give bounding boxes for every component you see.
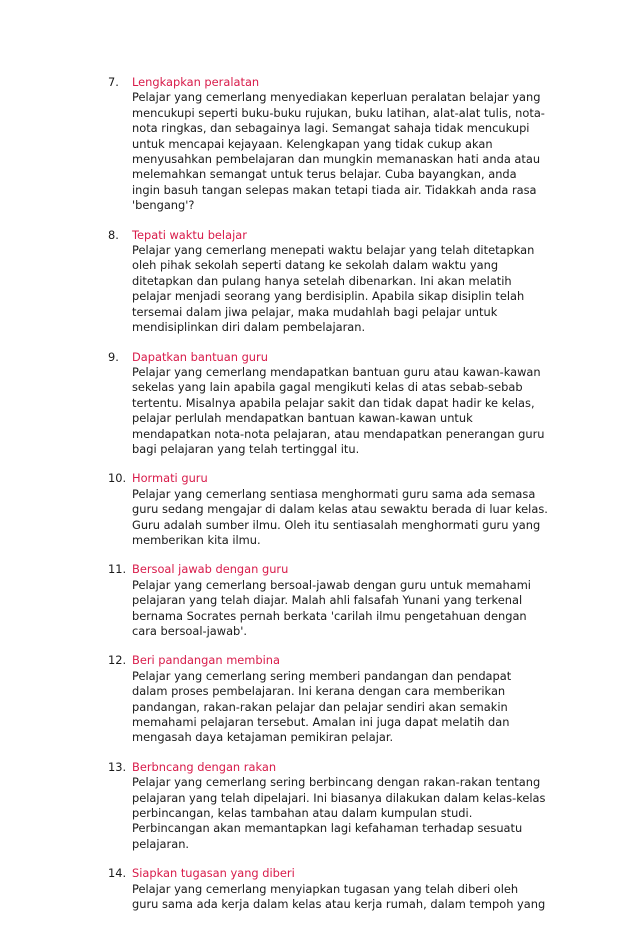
item-heading: Dapatkan bantuan guru (132, 349, 268, 364)
list-item (108, 866, 548, 912)
item-number: 7. (108, 75, 119, 89)
list-item (108, 653, 548, 745)
list-item (108, 471, 548, 548)
list-item (108, 350, 548, 458)
item-heading: Lengkapkan peralatan (132, 75, 260, 89)
item-number: 8. (108, 227, 119, 242)
item-heading: Berbncang dengan rakan (132, 759, 277, 774)
item-heading: Tepati waktu belajar (132, 227, 247, 242)
item-number: 9. (108, 349, 119, 364)
item-text: Pelajar yang cemerlang menyediakan keperluan peralatan belajar yang mencukupi seperti buku-buku rujukan, buku latihan, alat-alat tulis, nota-nota ringkas, dan sebagainya lagi. Semangat sahaja tidak mencukupi untuk mencapai kejayaan. Kelengkapan yang tidak cukup akan menyusahkan pembelajaran dan mungkin memanaskan hati anda atau melemahkan semangat untuk terus belajar. Cuba bayangkan, anda ingin basuh tangan selepas makan tetapi tiada air. Tidakkah anda rasa 'bengang'? (132, 90, 545, 213)
item-number: 13. (108, 759, 127, 774)
item-number: 10. (108, 471, 127, 486)
item-text: Pelajar yang cemerlang menepati waktu belajar yang telah ditetapkan oleh pihak sekolah seperti datang ke sekolah dalam waktu yang ditetapkan dan pulang hanya setelah dibenarkan. Ini akan melatih pelajar menjadi seorang yang berdisiplin. Apabila sikap disiplin telah tersemai dalam jiwa pelajar, maka mudahlah bagi pelajar untuk mendisiplinkan diri dalam pembelajaran. (132, 243, 535, 335)
item-text: Pelajar yang cemerlang sering berbincang dengan rakan-rakan tentang pelajaran yang telah dipelajari. Ini biasanya dilakukan dalam kelas-kelas perbincangan, kelas tambahan atau dalam kumpulan studi. Perbincangan akan memantapkan lagi kefahaman terhadap sesuatu pelajaran. (132, 775, 546, 851)
item-text: Pelajar yang cemerlang bersoal-jawab dengan guru untuk memahami pelajaran yang telah diajar. Malah ahli falsafah Yunani yang terkenal bernama Socrates pernah berkata 'carilah ilmu pengetahuan dengan cara bersoal-jawab'. (132, 577, 531, 638)
item-text: Pelajar yang cemerlang mendapatkan bantuan guru atau kawan-kawan sekelas yang lain apabila gagal mengikuti kelas di atas sebab-sebab tertentu. Misalnya apabila pelajar sakit dan tidak dapat hadir ke kelas, pelajar perlulah mendapatkan bantuan kawan-kawan untuk mendapatkan nota-nota pelajaran, atau mendapatkan penerangan guru bagi pelajaran yang telah tertinggal itu. (132, 364, 545, 456)
item-text: Pelajar yang cemerlang sentiasa menghormati guru sama ada semasa guru sedang mengajar di dalam kelas atau sewaktu berada di luar kelas. Guru adalah sumber ilmu. Oleh itu sentiasalah menghormati guru yang memberikan kita ilmu. (132, 486, 548, 547)
numbered-list (108, 75, 548, 927)
item-number: 12. (108, 653, 127, 668)
item-heading: Siapkan tugasan yang diberi (132, 866, 295, 881)
item-heading: Bersoal jawab dengan guru (132, 562, 289, 577)
list-item (108, 75, 548, 214)
list-item (108, 562, 548, 639)
list-item (108, 760, 548, 852)
item-heading: Hormati guru (132, 471, 208, 486)
item-text: Pelajar yang cemerlang sering memberi pandangan dan pendapat dalam proses pembelajaran. Ini kerana dengan cara memberikan pandangan, rakan-rakan pelajar dan pelajar sendiri akan semakin memahami pelajaran tersebut. Amalan ini juga dapat melatih dan mengasah daya ketajaman pemikiran pelajar. (132, 668, 512, 745)
item-text: Pelajar yang cemerlang menyiapkan tugasan yang telah diberi oleh guru sama ada kerja dalam kelas atau kerja rumah, dalam tempoh yang (132, 881, 546, 912)
item-heading: Beri pandangan membina (132, 653, 280, 668)
list-item (108, 228, 548, 336)
item-number: 14. (108, 866, 127, 881)
item-number: 11. (108, 562, 127, 577)
